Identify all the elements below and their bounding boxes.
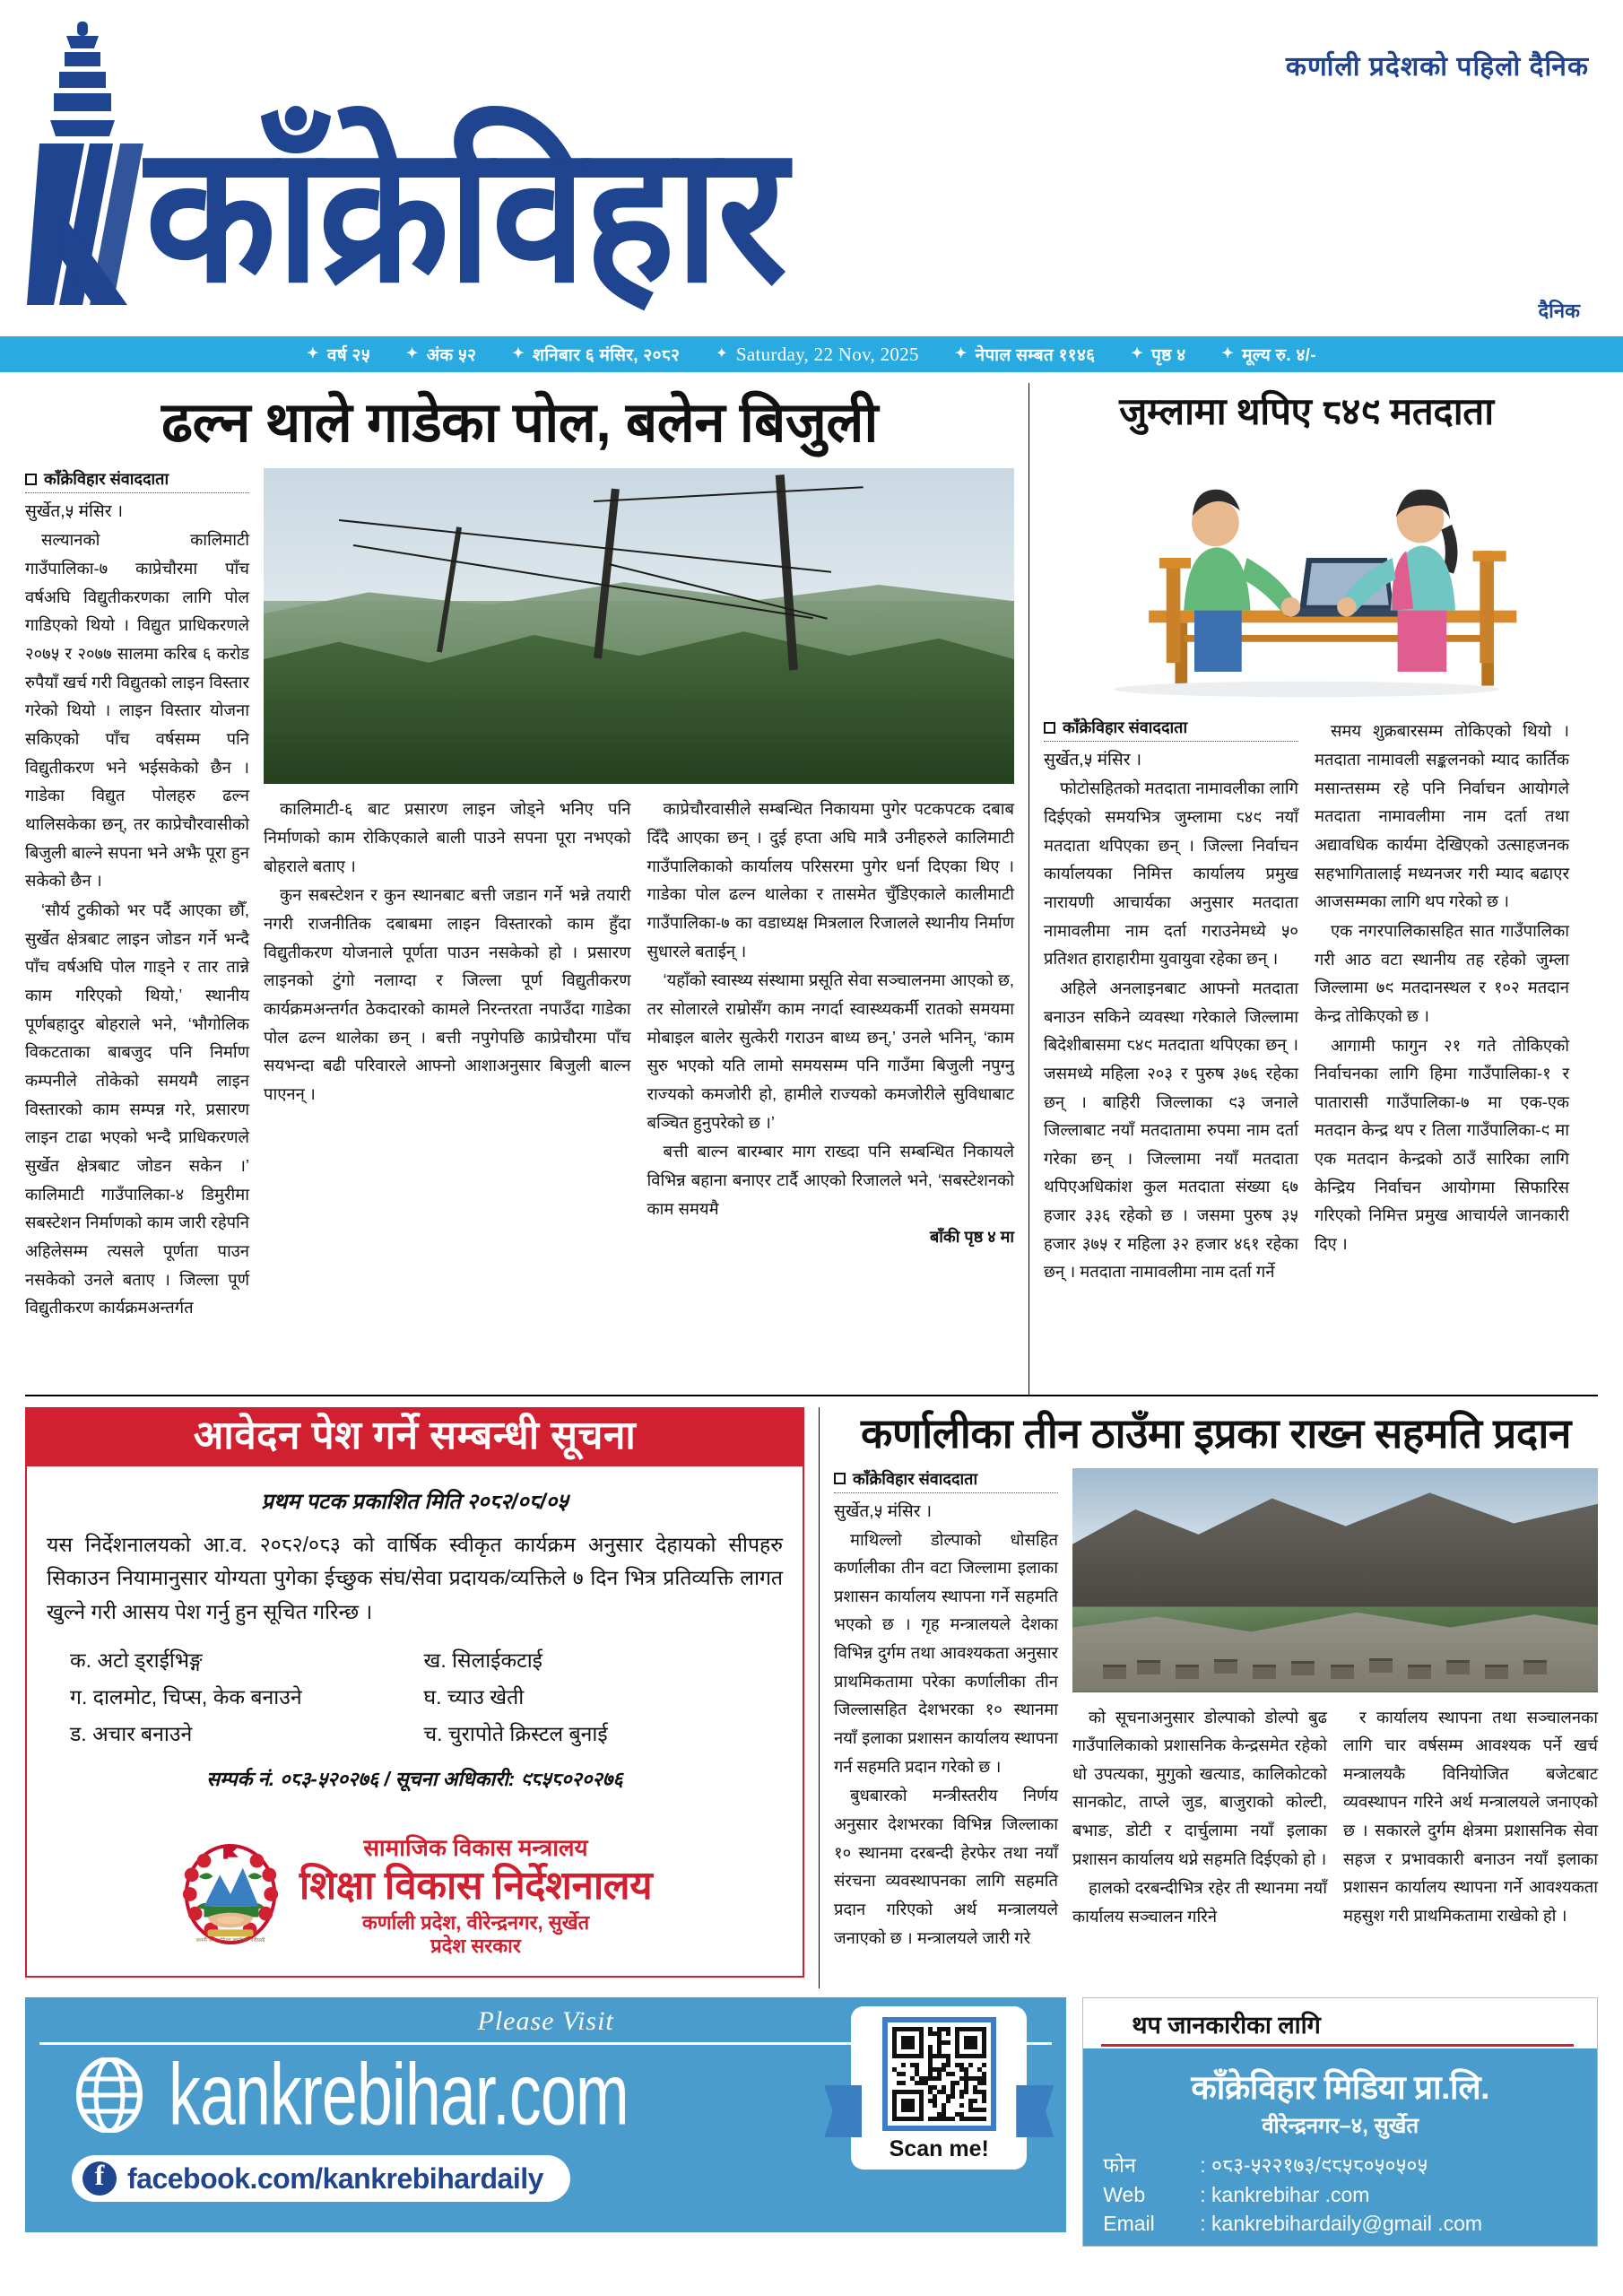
diamond-bullet-icon: ✦ [512,346,525,361]
lead-headline: ढल्न थाले गाडेका पोल, बलेन बिजुली [161,392,878,454]
notice-title: आवेदन पेश गर्ने सम्बन्धी सूचना [27,1409,803,1466]
please-visit-label: Please Visit [477,2006,614,2036]
qr-code-block[interactable] [851,2006,1027,2170]
jumla-story [1029,383,1569,1395]
contact-row-email: Email : kankrebihardaily@gmail .com [1103,2212,1483,2236]
notice-item: घ. च्याउ खेती [423,1684,525,1709]
info-nepal-sambat: ✦ नेपाल सम्बत ११४६ [954,346,1096,365]
masthead [0,0,1623,336]
contact-card [1082,1997,1598,2247]
karnali-col-1 [834,1468,1058,1956]
karnali-body-col1: माथिल्लो डोल्पाको धोसहित कर्णालीका तीन वटा जिल्लामा इलाका प्रशासन कार्यालय स्थापना गर्ने सहमति भएको छ । गृह मन्त्रालयले देशका विभिन्न दुर्गम तथा आवश्यकता अनुसार प्राथमिकतामा परेका कर्णालीका तीन जिल्लासहित देशभरका १० स्थानमा नयाँ इलाका प्रशासन कार्यालय स्थापना गर्न सहमति प्रदान गरेको छ । बुधबारको मन्त्रीस्तरीय निर्णय अनुसार देशभरका विभिन्न जिल्लाका १० स्थानमा दरबन्दी हेरफेर तथा नयाँ संरचना व्यवस्थापनका लागि सहमति प्रदान गरिएको अर्थ मन्त्रालयले जनाएको छ । मन्त्रालयले जारी गरे [834,1529,1058,1947]
globe-icon [72,2057,147,2133]
qr-card [851,2006,1027,2170]
jumla-body-col2: समय शुक्रबारसम्म तोकिएको थियो । मतदाता नामावली सङ्कलनको म्याद कार्तिक मसान्तसम्म रहे पनि निर्वाचन आयोगले मतदाता नामावलीमा नाम दर्ता तथा अद्यावधिक कार्यमा देखिएको उत्साहजनक सहभागितालाई मध्यनजर गरी म्याद बढाएर आजसम्मका लागि थप गरेको छ । एक नगरपालिकासहित सात गाउँपालिका गरी आठ वटा स्थानीय तह रहेको जुम्ला जिल्लामा ७९ मतदानस्थल र १०२ मतदान केन्द्र तोकिएको छ । आगामी फागुन २१ गते तोकिएको निर्वाचनका लागि हिमा गाउँपालिका-१ र पातारासी गाउँपालिका-७ मा एक-एक मतदान केन्द्र थप र तिला गाउँपालिका-९ मा एक मतदान केन्द्रको ठाउँ सारिका लागि केन्द्रिय निर्वाचन आयोगमा सिफारिस गरिएको निमित्त प्रमुख आचार्यले जानकारी दिए । [1315,721,1569,1254]
notice-item: ड. अचार बनाउने [70,1721,193,1745]
info-date-np: ✦ शनिबार ६ मंसिर, २०८२ [512,346,681,365]
facebook-url[interactable]: facebook.com/kankrebihardaily [127,2161,543,2195]
lower-content [0,1396,1623,1988]
notice-item: ख. सिलाईकटाई [423,1648,542,1672]
notice-advertisement [25,1407,819,1988]
scan-me-label: Scan me! [889,2136,989,2161]
company-address: वीरेन्द्रनगर–४, सुर्खेत [1262,2114,1419,2138]
karnali-photo-and-cols [1072,1468,1598,1956]
ministry-name: सामाजिक विकास मन्त्रालय [363,1833,588,1861]
paper-title: काँक्रेविहार [145,107,785,321]
notice-body [27,1466,803,1976]
diamond-bullet-icon: ✦ [716,346,728,361]
lead-byline: काँक्रेविहार संवाददाता [25,468,249,493]
notice-item: क. अटो ड्राईभिङ्ग [70,1648,203,1672]
contact-row-phone: फोन : ०८३-५२२१७३/९८५८०५०५०५ [1103,2153,1428,2177]
masthead-tagline: कर्णाली प्रदेशको पहिलो दैनिक [1285,52,1589,82]
jumla-col-1 [1044,717,1298,1290]
top-content [0,372,1623,1395]
diamond-bullet-icon: ✦ [954,346,968,361]
lead-photo [264,468,1014,784]
info-issue: ✦ अंक ५२ [405,346,477,365]
notice-paragraph: यस निर्देशनालयको आ.व. २०८२/०८३ को वार्षिक स्वीकृत कार्यक्रम अनुसार देहायको सीपहरु सिकाउन नियामानुसार योग्यता पुगेका ईच्छुक संघ/सेवा प्रदायक/व्यक्तिले ७ दिन भित्र प्रतिव्यक्ति लागत खुल्ने गरी आसय पेश गर्नु हुन सूचित गरिन्छ । [47,1533,783,1623]
notice-item: च. चुरापोते क्रिस्टल बुनाई [423,1721,608,1745]
facebook-link[interactable] [72,2155,570,2202]
masthead-logo [27,9,785,321]
more-info-label: थप जानकारीका लागि [1101,2007,1574,2047]
lead-body-col2: कालिमाटी-६ बाट प्रसारण लाइन जोड्ने भनिए पनि निर्माणको काम रोकिएकाले बाली पाउने सपना पूरा नभएको बोहराले बताए । कुन सबस्टेशन र कुन स्थानबाट बत्ती जडान गर्ने भन्ने तयारी नगरी राजनीतिक दबाबमा लाइन विस्तारको काम हुँदा विद्युतीकरण योजनाले पूर्णता पाउन नसकेको हो । प्रसारण लाइनको टुंगो नलाग्दा र जिल्ला पूर्ण विद्युतीकरण कार्यक्रमअन्तर्गत ठेकदारको कामले निरन्तरता नपाउँदा गाडेका पोल ढल्न थालेका छन् । बत्ती नपुगेपछि काप्रेचौरमा पाँच सयभन्दा बढी परिवारले आफ्नो आशाअनुसार बिजुली बाल्न पाएनन् । [264,799,631,1103]
directorate-name: शिक्षा विकास निर्देशनालय [299,1864,653,1909]
svg-text:जननी जन्मभूमिश्च स्वर्गादपि गर: जननी जन्मभूमिश्च स्वर्गादपि गरीयसी [195,1937,265,1944]
lead-col-1 [25,468,249,1325]
contact-rows [1083,2151,1597,2239]
byline-square-icon [25,474,37,485]
contact-row-web: Web : kankrebihar .com [1103,2182,1370,2206]
karnali-body-col3: र कार्यालय स्थापना तथा सञ्चालनका लागि चार वर्षसम्म आवश्यक पर्ने खर्च मन्त्रालयकै विनियोजित बजेटबाट व्यवस्थापन गरिने अर्थ मन्त्रालयले जनाएको छ । सकारले दुर्गम क्षेत्रमा प्रशासनिक सेवा सहज र प्रभावकारी बनाउन नयाँ इलाका प्रशासन कार्यालय स्थापना गर्ने आवश्यकता महसुश गरी प्राथमिकतामा राखेको हो । [1343,1707,1598,1926]
byline-square-icon [1044,722,1055,734]
lead-continued-note: बाँकी पृष्ठ ४ मा [929,1228,1014,1247]
nepal-emblem-icon [178,1841,283,1951]
karnali-byline: काँक्रेविहार संवाददाता [834,1468,1058,1493]
notice-contact: सम्पर्क नं. ०८३-५२०२७६ / सूचना अधिकारी: ९८५८०२०२७६ [206,1767,623,1790]
stupa-logo-icon [27,9,161,305]
notice-item: ग. दालमोट, चिप्स, केक बनाउने [70,1684,302,1709]
footer-contact [1066,1997,1598,2245]
karnali-photo [1072,1468,1598,1692]
karnali-story [819,1407,1598,1988]
lead-body-col3: काप्रेचौरवासीले सम्बन्धित निकायमा पुगेर पटकपटक दबाब दिँदै आएका छन् । दुई हप्ता अघि मात्रै उनीहरुले कालिमाटी गाउँपालिकाको कार्यालय परिसरमा पुगेर धर्ना दिएका थिए । गाडेका पोल ढल्न थालेका र तासमेत चुँडिएकाले कालीमाटी गाउँपालिका-७ का वडाध्यक्ष मित्रलाल रिजालले स्थानीय निर्माण सुधारले बताईन् । ‘यहाँको स्वास्थ्य संस्थामा प्रसूति सेवा सञ्चालनमा आएको छ, तर सोलारले राम्रोसँग काम नगर्दा स्वास्थ्यकर्मी रातको समयमा मोबाइल बालेर सुत्केरी गराउन बाध्य छन्,’ उनले भनिन्, ‘काम सुरु भएको यति लामो समयसम्म पनि गाउँमा बिजुली नपुग्नु राज्यको कमजोरी हो, हामीले राज्यको कमजोरीले सुविधाबाट बञ्चित हुनुपरेको छ ।’ बत्ती बाल्न बारम्बार माग राख्दा पनि सम्बन्धित निकायले विभिन्न बहाना बनाएर टार्दै आएको रिजालले भने, ‘सबस्टेशनको काम समयमै बाँकी पृष्ठ ४ मा [647,795,1015,1252]
issue-info-bar [0,336,1623,372]
company-name: काँक्रेविहार मिडिया प्रा.लि. [1191,2069,1489,2106]
diamond-bullet-icon: ✦ [307,346,319,361]
byline-square-icon [834,1473,846,1484]
jumla-body-col1: फोटोसहितको मतदाता नामावलीका लागि दिईएको समयभित्र जुम्लामा ८४९ नयाँ मतदाता थपिएका छन् । जिल्ला निर्वाचन कार्यालयका निमित्त कार्यालय प्रमुख नारायणी आचार्यका अनुसार मतदाता नामावलीमा नाम दर्ता गराउनेमध्ये ५० प्रतिशत हाराहारीमा युवायुवा रहेका छन् । अहिले अनलाइनबाट आफ्नो मतदाता बनाउन सकिने व्यवस्था गरेकाले जिल्लामा बिदेशीबासमा ८४९ मतदाता थपिएका छन् । जसमध्ये महिला २०३ र पुरुष ३७६ रहेका छन् । बाहिरी जिल्लाका ९३ जनाले जिल्लाबाट नयाँ मतदातामा रुपमा नाम दर्ता गरेका छन् । जिल्लामा नयाँ मतदाता थपिएअधिकांश कुल मतदाता संख्या ६७ हजार ३३६ रहेको छ । जसमा पुरुष ३५ हजार ३७५ र महिला ३२ हजार ४६१ रहेका छन् । मतदाता नामावलीमा नाम दर्ता गर्ने [1044,778,1298,1282]
lead-photo-and-cols [264,468,1014,1325]
diamond-bullet-icon: ✦ [405,346,419,361]
info-date-en: ✦ Saturday, 22 Nov, 2025 [716,343,919,365]
info-year: ✦ वर्ष २५ [307,346,370,365]
qr-code-icon[interactable] [882,2017,996,2131]
office-address: कर्णाली प्रदेश, वीरेन्द्रनगर, सुर्खेत [361,1911,590,1935]
ministry-block [47,1834,783,1967]
jumla-headline: जुम्लामा थपिए ८४९ मतदाता [1119,390,1494,432]
karnali-dateline: सुर्खेत,५ मंसिर । [834,1501,933,1521]
diamond-bullet-icon: ✦ [1131,346,1144,361]
contact-card-body [1083,2048,1597,2246]
jumla-byline: काँक्रेविहार संवाददाता [1044,717,1298,742]
footer-promo [25,1997,1066,2245]
diamond-bullet-icon: ✦ [1221,346,1235,361]
jumla-dateline: सुर्खेत,५ मंसिर । [1044,751,1142,770]
lead-dateline: सुर्खेत,५ मंसिर । [25,502,124,522]
info-pages: ✦ पृष्ठ ४ [1131,346,1186,365]
lead-story [25,383,1029,1395]
notice-published-date: प्रथम पटक प्रकाशित मिति २०८२/०८/०५ [261,1490,568,1514]
voter-registration-illustration [1044,446,1569,700]
jumla-photo [1044,446,1569,706]
website-url[interactable]: kankrebihar.com [169,2044,629,2144]
info-price: ✦ मूल्य रु. ४/- [1221,346,1316,365]
masthead-daily-label: दैनिक [1538,300,1580,322]
ministry-text [299,1834,652,1958]
visit-banner [25,1997,1066,2232]
facebook-icon [82,2161,117,2196]
nameplate [145,107,785,321]
notice-box [25,1407,804,1978]
photo-sky [264,468,1014,601]
lead-body-col1: सल्यानको कालिमाटी गाउँपालिका-७ काप्रेचौरमा पाँच वर्षअघि विद्युतीकरणका लागि पोल गाडिएको थियो । विद्युत प्राधिकरणले २०७५ र २०७७ सालमा करिब ६ करोड रुपैयाँ खर्च गरी विद्युतको लाइन विस्तार गरेको थियो । लाइन विस्तार योजना सकिएको पाँच वर्षसम्म पनि विद्युतीकरण भने भईसकेको छैन । गाडेका विद्युत पोलहरु ढल्न थालिसकेका छन्, तर काप्रेचौरवासीको बिजुली बाल्ने सपना भने अझै पूरा हुन सकेको छैन । ‘सौर्य टुकीको भर पर्दै आएका छौँ, सुर्खेत क्षेत्रबाट लाइन जोडन गर्ने भन्दै पाँच वर्षअघि पोल गाड्ने र तार तान्ने काम गरिएको थियो,’ स्थानीय पूर्णबहादुर बोहराले भने, ‘भौगोलिक विकटताका बाबजुद पनि निर्माण कम्पनीले तोकेको समयमै लाइन विस्तारको काम सम्पन्न गरे, प्रसारण लाइन टाढा भएको भन्दै प्राधिकरणले सुर्खेत क्षेत्रबाट जोडन सकेन ।’ कालिमाटी गाउँपालिका-४ डिमुरीमा सबस्टेशन निर्माणको काम जारी रहेपनि अहिलेसम्म त्यसले पूर्णता पाउन नसकेको उनले बताए । जिल्ला पूर्ण विद्युतीकरण कार्यक्रमअन्तर्गत [25,530,249,1318]
contact-card-header [1083,1998,1597,2048]
karnali-body-col2: को सूचनाअनुसार डोल्पाको डोल्पो बुढ गाउँपालिकाको प्रशासनिक केन्द्रसमेत रहेको धो उपत्यका, मुगुको खत्याड, कालिकोटको सानकोट, ताप्ले जुड, बाजुराको कोल्टी, बभाङ, डोटी र दार्चुलामा नयाँ इलाका प्रशासन कार्यालय थप्ने सहमति दिईएको हो । हालको दरबन्दीभित्र रहेर ती स्थानमा नयाँ कार्यालय सञ्चालन गरिने [1072,1707,1327,1926]
government-label: प्रदेश सरकार [430,1935,521,1958]
footer [0,1988,1623,2257]
notice-item-list [47,1645,783,1747]
karnali-headline: कर्णालीका तीन ठाउँमा इप्रका राख्न सहमति प्रदान [861,1410,1571,1457]
photo-village-houses [1093,1616,1576,1679]
